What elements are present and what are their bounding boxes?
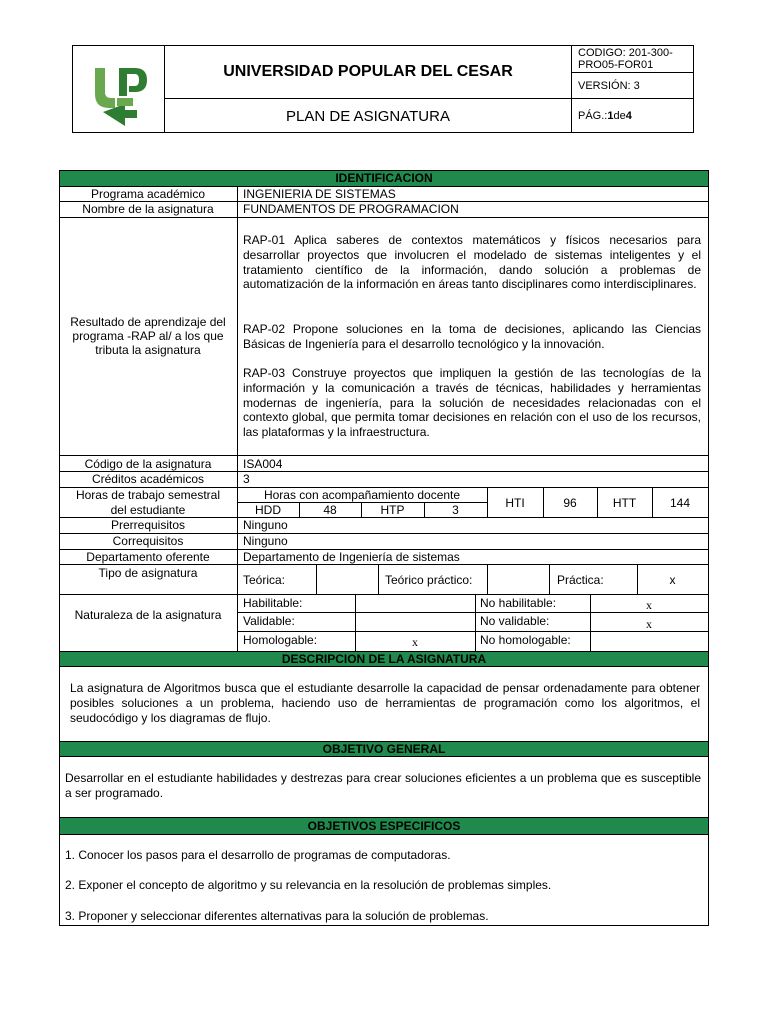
section-title-objetivos-especificos: OBJETIVOS ESPECIFICOS <box>307 819 461 833</box>
document-type: PLAN DE ASIGNATURA <box>165 99 572 133</box>
rap-03-text: RAP-03 Construye proyectos que impliquen la gestión de las tecnologías de la información y la comunicación a través de técnicas, habilidades y herramientas modernas de ingeniería, para la solución de necesidades relacionadas con el contexto global, que permita tomar decisiones en relación con el uso de los recursos, las plataformas y la infraestructura. <box>243 366 701 440</box>
codigo-label: Código de la asignatura <box>84 457 212 471</box>
practica-value: x <box>669 573 676 587</box>
programa-value: INGENIERIA DE SISTEMAS <box>243 187 396 201</box>
rap-label: Resultado de aprendizaje del programa -RAP al/ a los que tributa la asignatura <box>70 315 226 357</box>
horas-label-line1: Horas de trabajo semestral <box>75 488 221 502</box>
teorico-practico-label: Teórico práctico: <box>385 573 473 587</box>
hdd-value: 48 <box>323 503 337 517</box>
creditos-value: 3 <box>243 472 250 486</box>
creditos-label: Créditos académicos <box>91 472 205 486</box>
no-validable-label: No validable: <box>480 614 550 628</box>
section-title-identificacion: IDENTIFICACION <box>335 171 433 185</box>
no-habilitable-label: No habilitable: <box>480 596 557 610</box>
correquisitos-value: Ninguno <box>243 534 288 548</box>
objetivo-especifico-item: 2. Exponer el concepto de algoritmo y su relevancia en la resolución de problemas simples. <box>65 878 552 892</box>
document-code: CODIGO: 201-300-PRO05-FOR01 <box>572 46 693 73</box>
practica-label: Práctica: <box>557 573 604 587</box>
htt-value: 144 <box>669 496 691 510</box>
page-of: de <box>613 110 626 122</box>
codigo-value: ISA004 <box>243 457 283 471</box>
prerrequisitos-value: Ninguno <box>243 518 288 532</box>
page-total: 4 <box>625 110 632 122</box>
identification-table <box>59 170 709 926</box>
document-version: VERSIÓN: 3 <box>572 73 693 99</box>
no-habilitable-value: x <box>646 598 652 612</box>
correquisitos-label: Correquisitos <box>112 534 184 548</box>
homologable-label: Homologable: <box>243 633 318 647</box>
objetivo-especifico-item: 3. Proponer y seleccionar diferentes alternativas para la solución de problemas. <box>65 909 489 923</box>
no-homologable-label: No homologable: <box>480 633 571 647</box>
programa-label: Programa académico <box>90 187 206 201</box>
departamento-value: Departamento de Ingeniería de sistemas <box>243 550 460 564</box>
section-title-descripcion: DESCRIPCION DE LA ASIGNATURA <box>281 652 487 666</box>
university-logo <box>73 46 165 133</box>
rap-01-text: RAP-01 Aplica saberes de contextos matemáticos y físicos necesarios para desarrollar proyectos que involucren el modelado de sistemas inteligentes y el tratamiento científico de la información, dando solución a problemas de automatización de la información en áreas tanto disciplinares como interdisciplinares. <box>243 233 701 292</box>
section-title-objetivo-general: OBJETIVO GENERAL <box>322 742 446 756</box>
university-name: UNIVERSIDAD POPULAR DEL CESAR <box>165 46 572 99</box>
page-prefix: PÁG.: <box>578 110 608 122</box>
rap-02-text: RAP-02 Propone soluciones en la toma de decisiones, aplicando las Ciencias Básicas de Ingeniería para el desarrollo tecnológico y la innovación. <box>243 322 701 351</box>
horas-label-line2: del estudiante <box>110 503 186 517</box>
htp-label: HTP <box>380 503 405 517</box>
page-indicator <box>572 99 693 133</box>
objetivo-especifico-item: 1. Conocer los pasos para el desarrollo de programas de computadoras. <box>65 848 451 862</box>
upc-logo-icon <box>73 46 165 133</box>
horas-acompanamiento-label: Horas con acompañamiento docente <box>263 488 461 502</box>
habilitable-label: Habilitable: <box>243 596 303 610</box>
hti-value: 96 <box>563 496 577 510</box>
prerrequisitos-label: Prerrequisitos <box>110 518 186 532</box>
validable-label: Validable: <box>243 614 295 628</box>
homologable-value: x <box>412 635 418 649</box>
no-validable-value: x <box>646 617 652 631</box>
htp-value: 3 <box>452 503 459 517</box>
document-header <box>72 45 694 133</box>
naturaleza-label: Naturaleza de la asignatura <box>74 608 222 622</box>
asignatura-value: FUNDAMENTOS DE PROGRAMACION <box>243 202 459 216</box>
htt-label: HTT <box>612 496 637 510</box>
tipo-label: Tipo de asignatura <box>98 566 198 580</box>
asignatura-label: Nombre de la asignatura <box>82 202 214 216</box>
descripcion-text: La asignatura de Algoritmos busca que el estudiante desarrolle la capacidad de pensar ordenadamente para obtener posibles soluciones a un problema, haciendo uso de herramientas de programación como los algoritmos, el seudocódigo y los diagramas de flujo. <box>70 681 700 725</box>
teorica-label: Teórica: <box>243 573 286 587</box>
objetivo-general-text: Desarrollar en el estudiante habilidades y destrezas para crear soluciones eficientes a un problema que es susceptible a ser programado. <box>65 771 701 800</box>
page-number: 1 <box>607 110 614 122</box>
hdd-label: HDD <box>255 503 281 517</box>
hti-label: HTI <box>505 496 525 510</box>
departamento-label: Departamento oferente <box>86 550 210 564</box>
